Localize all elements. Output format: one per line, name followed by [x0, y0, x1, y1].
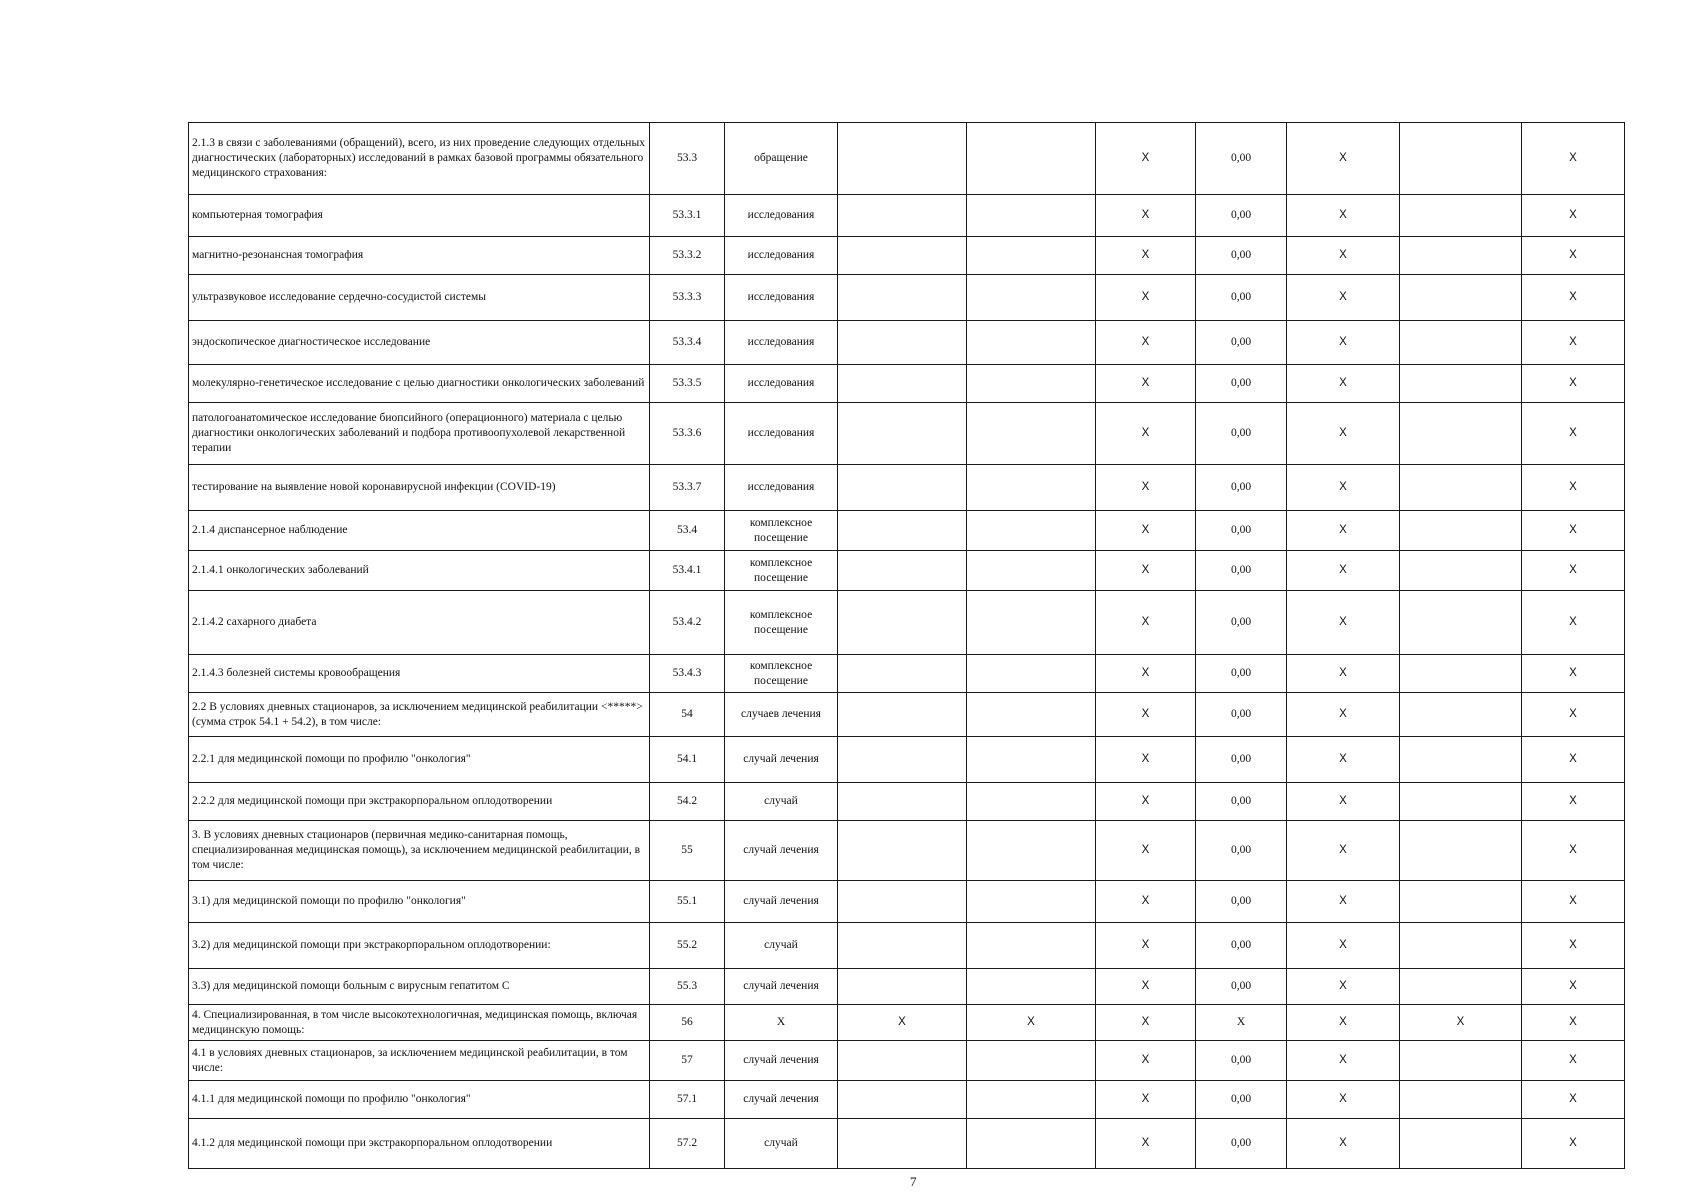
value-cell-6: X [1096, 195, 1196, 237]
value-cell-4 [838, 365, 967, 403]
table-row [189, 321, 1625, 365]
value-cell-9 [1400, 737, 1522, 783]
value-cell-7: 0,00 [1196, 783, 1287, 821]
table-row [189, 969, 1625, 1005]
row-code: 53.3.3 [650, 275, 725, 321]
unit-cell: комплексное посещение [725, 551, 838, 591]
value-cell-5 [967, 123, 1096, 195]
unit-cell: комплексное посещение [725, 591, 838, 655]
row-description: молекулярно-генетическое исследование с целью диагностики онкологических заболеваний [189, 365, 650, 403]
row-description: 2.2 В условиях дневных стационаров, за исключением медицинской реабилитации <*****> (сумма строк 54.1 + 54.2), в том числе: [189, 693, 650, 737]
value-cell-7: 0,00 [1196, 881, 1287, 923]
value-cell-9 [1400, 465, 1522, 511]
data-table [188, 122, 1625, 1169]
value-cell-10: X [1522, 737, 1625, 783]
value-cell-5 [967, 275, 1096, 321]
value-cell-5 [967, 737, 1096, 783]
row-description: тестирование на выявление новой коронавирусной инфекции (COVID-19) [189, 465, 650, 511]
value-cell-6: X [1096, 365, 1196, 403]
row-code: 57 [650, 1041, 725, 1081]
value-cell-10: X [1522, 275, 1625, 321]
value-cell-4 [838, 923, 967, 969]
unit-cell: случай [725, 783, 838, 821]
value-cell-7: 0,00 [1196, 1081, 1287, 1119]
value-cell-7: 0,00 [1196, 237, 1287, 275]
row-code: 54.2 [650, 783, 725, 821]
row-code: 55.3 [650, 969, 725, 1005]
table-row [189, 275, 1625, 321]
row-code: 53.3.7 [650, 465, 725, 511]
value-cell-9 [1400, 275, 1522, 321]
unit-cell: исследования [725, 403, 838, 465]
value-cell-10: X [1522, 1081, 1625, 1119]
value-cell-5 [967, 821, 1096, 881]
unit-cell: исследования [725, 465, 838, 511]
value-cell-6: X [1096, 1119, 1196, 1169]
value-cell-10: X [1522, 821, 1625, 881]
value-cell-10: X [1522, 591, 1625, 655]
value-cell-6: X [1096, 551, 1196, 591]
value-cell-8: X [1287, 237, 1400, 275]
value-cell-4 [838, 591, 967, 655]
value-cell-5 [967, 321, 1096, 365]
value-cell-9 [1400, 123, 1522, 195]
value-cell-4 [838, 693, 967, 737]
value-cell-8: X [1287, 321, 1400, 365]
row-code: 57.2 [650, 1119, 725, 1169]
row-description: патологоанатомическое исследование биопсийного (операционного) материала с целью диагностики онкологических заболеваний и подбора противоопухолевой лекарственной терапии [189, 403, 650, 465]
row-description: 4.1 в условиях дневных стационаров, за исключением медицинской реабилитации, в том числе: [189, 1041, 650, 1081]
value-cell-7: 0,00 [1196, 321, 1287, 365]
unit-cell: случай лечения [725, 1041, 838, 1081]
row-description: компьютерная томография [189, 195, 650, 237]
row-code: 53.3.2 [650, 237, 725, 275]
value-cell-9 [1400, 321, 1522, 365]
value-cell-8: X [1287, 511, 1400, 551]
value-cell-4 [838, 655, 967, 693]
value-cell-6: X [1096, 511, 1196, 551]
value-cell-4: X [838, 1005, 967, 1041]
value-cell-4 [838, 275, 967, 321]
table-row [189, 1005, 1625, 1041]
table-row [189, 365, 1625, 403]
value-cell-9 [1400, 511, 1522, 551]
value-cell-7: 0,00 [1196, 655, 1287, 693]
row-code: 53.3.5 [650, 365, 725, 403]
value-cell-7: 0,00 [1196, 737, 1287, 783]
value-cell-9 [1400, 237, 1522, 275]
value-cell-4 [838, 195, 967, 237]
row-description: 2.2.2 для медицинской помощи при экстракорпоральном оплодотворении [189, 783, 650, 821]
row-code: 53.3.6 [650, 403, 725, 465]
unit-cell: X [725, 1005, 838, 1041]
value-cell-4 [838, 1081, 967, 1119]
value-cell-5 [967, 693, 1096, 737]
value-cell-10: X [1522, 655, 1625, 693]
value-cell-9 [1400, 1081, 1522, 1119]
value-cell-7: 0,00 [1196, 969, 1287, 1005]
value-cell-5 [967, 237, 1096, 275]
value-cell-8: X [1287, 403, 1400, 465]
value-cell-5 [967, 1119, 1096, 1169]
page-number: 7 [910, 1174, 917, 1189]
row-description: 4.1.1 для медицинской помощи по профилю "онкология" [189, 1081, 650, 1119]
row-code: 55 [650, 821, 725, 881]
table-row [189, 1041, 1625, 1081]
unit-cell: случай [725, 1119, 838, 1169]
row-description: 2.1.4 диспансерное наблюдение [189, 511, 650, 551]
row-description: 4.1.2 для медицинской помощи при экстракорпоральном оплодотворении [189, 1119, 650, 1169]
table-row [189, 123, 1625, 195]
row-code: 56 [650, 1005, 725, 1041]
row-description: эндоскопическое диагностическое исследование [189, 321, 650, 365]
value-cell-7: 0,00 [1196, 465, 1287, 511]
value-cell-8: X [1287, 821, 1400, 881]
table-row [189, 591, 1625, 655]
value-cell-4 [838, 321, 967, 365]
value-cell-9: X [1400, 1005, 1522, 1041]
value-cell-6: X [1096, 881, 1196, 923]
table-row [189, 655, 1625, 693]
unit-cell: исследования [725, 365, 838, 403]
value-cell-9 [1400, 783, 1522, 821]
value-cell-6: X [1096, 923, 1196, 969]
value-cell-8: X [1287, 693, 1400, 737]
row-description: магнитно-резонансная томография [189, 237, 650, 275]
value-cell-5 [967, 551, 1096, 591]
value-cell-5 [967, 195, 1096, 237]
row-description: 3.2) для медицинской помощи при экстракорпоральном оплодотворении: [189, 923, 650, 969]
value-cell-5 [967, 655, 1096, 693]
value-cell-9 [1400, 403, 1522, 465]
value-cell-10: X [1522, 123, 1625, 195]
value-cell-7: 0,00 [1196, 551, 1287, 591]
value-cell-7: X [1196, 1005, 1287, 1041]
value-cell-8: X [1287, 465, 1400, 511]
value-cell-10: X [1522, 195, 1625, 237]
unit-cell: случай лечения [725, 1081, 838, 1119]
row-code: 53.3.1 [650, 195, 725, 237]
value-cell-10: X [1522, 1119, 1625, 1169]
value-cell-8: X [1287, 365, 1400, 403]
table-row [189, 693, 1625, 737]
value-cell-9 [1400, 969, 1522, 1005]
table-row [189, 237, 1625, 275]
row-description: 3. В условиях дневных стационаров (первичная медико-санитарная помощь, специализированная медицинская помощь), за исключением медицинской реабилитации, в том числе: [189, 821, 650, 881]
value-cell-8: X [1287, 1041, 1400, 1081]
value-cell-6: X [1096, 969, 1196, 1005]
value-cell-6: X [1096, 1041, 1196, 1081]
value-cell-10: X [1522, 1005, 1625, 1041]
value-cell-5 [967, 511, 1096, 551]
value-cell-4 [838, 551, 967, 591]
value-cell-5 [967, 1041, 1096, 1081]
row-description: 2.1.4.2 сахарного диабета [189, 591, 650, 655]
value-cell-4 [838, 1119, 967, 1169]
value-cell-9 [1400, 923, 1522, 969]
value-cell-4 [838, 969, 967, 1005]
value-cell-10: X [1522, 465, 1625, 511]
row-description: ультразвуковое исследование сердечно-сосудистой системы [189, 275, 650, 321]
value-cell-7: 0,00 [1196, 1119, 1287, 1169]
value-cell-6: X [1096, 821, 1196, 881]
value-cell-9 [1400, 195, 1522, 237]
value-cell-4 [838, 465, 967, 511]
table-row [189, 465, 1625, 511]
value-cell-4 [838, 783, 967, 821]
row-code: 53.4.2 [650, 591, 725, 655]
row-description: 3.3) для медицинской помощи больным с вирусным гепатитом С [189, 969, 650, 1005]
value-cell-10: X [1522, 923, 1625, 969]
value-cell-9 [1400, 365, 1522, 403]
table-row [189, 923, 1625, 969]
unit-cell: комплексное посещение [725, 511, 838, 551]
table-row [189, 783, 1625, 821]
unit-cell: исследования [725, 321, 838, 365]
table-row [189, 1119, 1625, 1169]
value-cell-10: X [1522, 551, 1625, 591]
value-cell-9 [1400, 821, 1522, 881]
row-code: 53.4 [650, 511, 725, 551]
table-row [189, 403, 1625, 465]
value-cell-9 [1400, 591, 1522, 655]
value-cell-6: X [1096, 275, 1196, 321]
value-cell-6: X [1096, 655, 1196, 693]
value-cell-8: X [1287, 1119, 1400, 1169]
row-code: 55.2 [650, 923, 725, 969]
value-cell-6: X [1096, 1005, 1196, 1041]
value-cell-5 [967, 591, 1096, 655]
value-cell-5 [967, 783, 1096, 821]
value-cell-10: X [1522, 783, 1625, 821]
value-cell-5 [967, 1081, 1096, 1119]
value-cell-7: 0,00 [1196, 923, 1287, 969]
value-cell-6: X [1096, 237, 1196, 275]
table-row [189, 511, 1625, 551]
value-cell-6: X [1096, 321, 1196, 365]
value-cell-9 [1400, 693, 1522, 737]
row-description: 3.1) для медицинской помощи по профилю "онкология" [189, 881, 650, 923]
row-code: 53.3 [650, 123, 725, 195]
value-cell-5 [967, 881, 1096, 923]
value-cell-5 [967, 923, 1096, 969]
unit-cell: случай [725, 923, 838, 969]
value-cell-10: X [1522, 1041, 1625, 1081]
value-cell-8: X [1287, 881, 1400, 923]
table-row [189, 1081, 1625, 1119]
value-cell-8: X [1287, 737, 1400, 783]
row-description: 2.1.4.1 онкологических заболеваний [189, 551, 650, 591]
value-cell-7: 0,00 [1196, 403, 1287, 465]
value-cell-5: X [967, 1005, 1096, 1041]
value-cell-10: X [1522, 511, 1625, 551]
value-cell-6: X [1096, 465, 1196, 511]
value-cell-8: X [1287, 783, 1400, 821]
unit-cell: случай лечения [725, 821, 838, 881]
value-cell-7: 0,00 [1196, 511, 1287, 551]
row-code: 53.3.4 [650, 321, 725, 365]
value-cell-5 [967, 365, 1096, 403]
value-cell-4 [838, 403, 967, 465]
value-cell-10: X [1522, 321, 1625, 365]
row-code: 53.4.1 [650, 551, 725, 591]
value-cell-6: X [1096, 403, 1196, 465]
value-cell-8: X [1287, 969, 1400, 1005]
value-cell-4 [838, 1041, 967, 1081]
value-cell-10: X [1522, 403, 1625, 465]
value-cell-10: X [1522, 237, 1625, 275]
value-cell-6: X [1096, 1081, 1196, 1119]
value-cell-7: 0,00 [1196, 365, 1287, 403]
row-code: 54.1 [650, 737, 725, 783]
value-cell-8: X [1287, 923, 1400, 969]
value-cell-8: X [1287, 1081, 1400, 1119]
value-cell-8: X [1287, 591, 1400, 655]
value-cell-9 [1400, 1119, 1522, 1169]
value-cell-5 [967, 465, 1096, 511]
value-cell-8: X [1287, 195, 1400, 237]
table-row [189, 195, 1625, 237]
table-row [189, 551, 1625, 591]
value-cell-8: X [1287, 275, 1400, 321]
unit-cell: исследования [725, 195, 838, 237]
row-description: 2.1.3 в связи с заболеваниями (обращений), всего, из них проведение следующих отдельных диагностических (лабораторных) исследований в рамках базовой программы обязательного медицинского страхования: [189, 123, 650, 195]
table-row [189, 821, 1625, 881]
value-cell-6: X [1096, 123, 1196, 195]
row-code: 53.4.3 [650, 655, 725, 693]
row-code: 57.1 [650, 1081, 725, 1119]
unit-cell: случай лечения [725, 737, 838, 783]
row-code: 55.1 [650, 881, 725, 923]
table-row [189, 881, 1625, 923]
value-cell-7: 0,00 [1196, 1041, 1287, 1081]
value-cell-9 [1400, 655, 1522, 693]
value-cell-7: 0,00 [1196, 591, 1287, 655]
value-cell-5 [967, 403, 1096, 465]
row-code: 54 [650, 693, 725, 737]
value-cell-6: X [1096, 693, 1196, 737]
value-cell-4 [838, 821, 967, 881]
value-cell-4 [838, 123, 967, 195]
value-cell-7: 0,00 [1196, 123, 1287, 195]
value-cell-7: 0,00 [1196, 693, 1287, 737]
value-cell-9 [1400, 881, 1522, 923]
value-cell-6: X [1096, 783, 1196, 821]
value-cell-9 [1400, 1041, 1522, 1081]
unit-cell: исследования [725, 237, 838, 275]
value-cell-10: X [1522, 365, 1625, 403]
value-cell-4 [838, 881, 967, 923]
value-cell-6: X [1096, 737, 1196, 783]
value-cell-4 [838, 511, 967, 551]
value-cell-5 [967, 969, 1096, 1005]
unit-cell: исследования [725, 275, 838, 321]
value-cell-6: X [1096, 591, 1196, 655]
value-cell-8: X [1287, 123, 1400, 195]
row-description: 4. Специализированная, в том числе высокотехнологичная, медицинская помощь, включая медицинскую помощь: [189, 1005, 650, 1041]
value-cell-8: X [1287, 551, 1400, 591]
unit-cell: комплексное посещение [725, 655, 838, 693]
row-description: 2.1.4.3 болезней системы кровообращения [189, 655, 650, 693]
value-cell-7: 0,00 [1196, 195, 1287, 237]
value-cell-8: X [1287, 655, 1400, 693]
value-cell-10: X [1522, 969, 1625, 1005]
table-row [189, 737, 1625, 783]
value-cell-10: X [1522, 881, 1625, 923]
value-cell-4 [838, 237, 967, 275]
value-cell-9 [1400, 551, 1522, 591]
value-cell-7: 0,00 [1196, 275, 1287, 321]
value-cell-4 [838, 737, 967, 783]
row-description: 2.2.1 для медицинской помощи по профилю "онкология" [189, 737, 650, 783]
unit-cell: случай лечения [725, 881, 838, 923]
unit-cell: обращение [725, 123, 838, 195]
unit-cell: случай лечения [725, 969, 838, 1005]
value-cell-7: 0,00 [1196, 821, 1287, 881]
unit-cell: случаев лечения [725, 693, 838, 737]
value-cell-10: X [1522, 693, 1625, 737]
value-cell-8: X [1287, 1005, 1400, 1041]
